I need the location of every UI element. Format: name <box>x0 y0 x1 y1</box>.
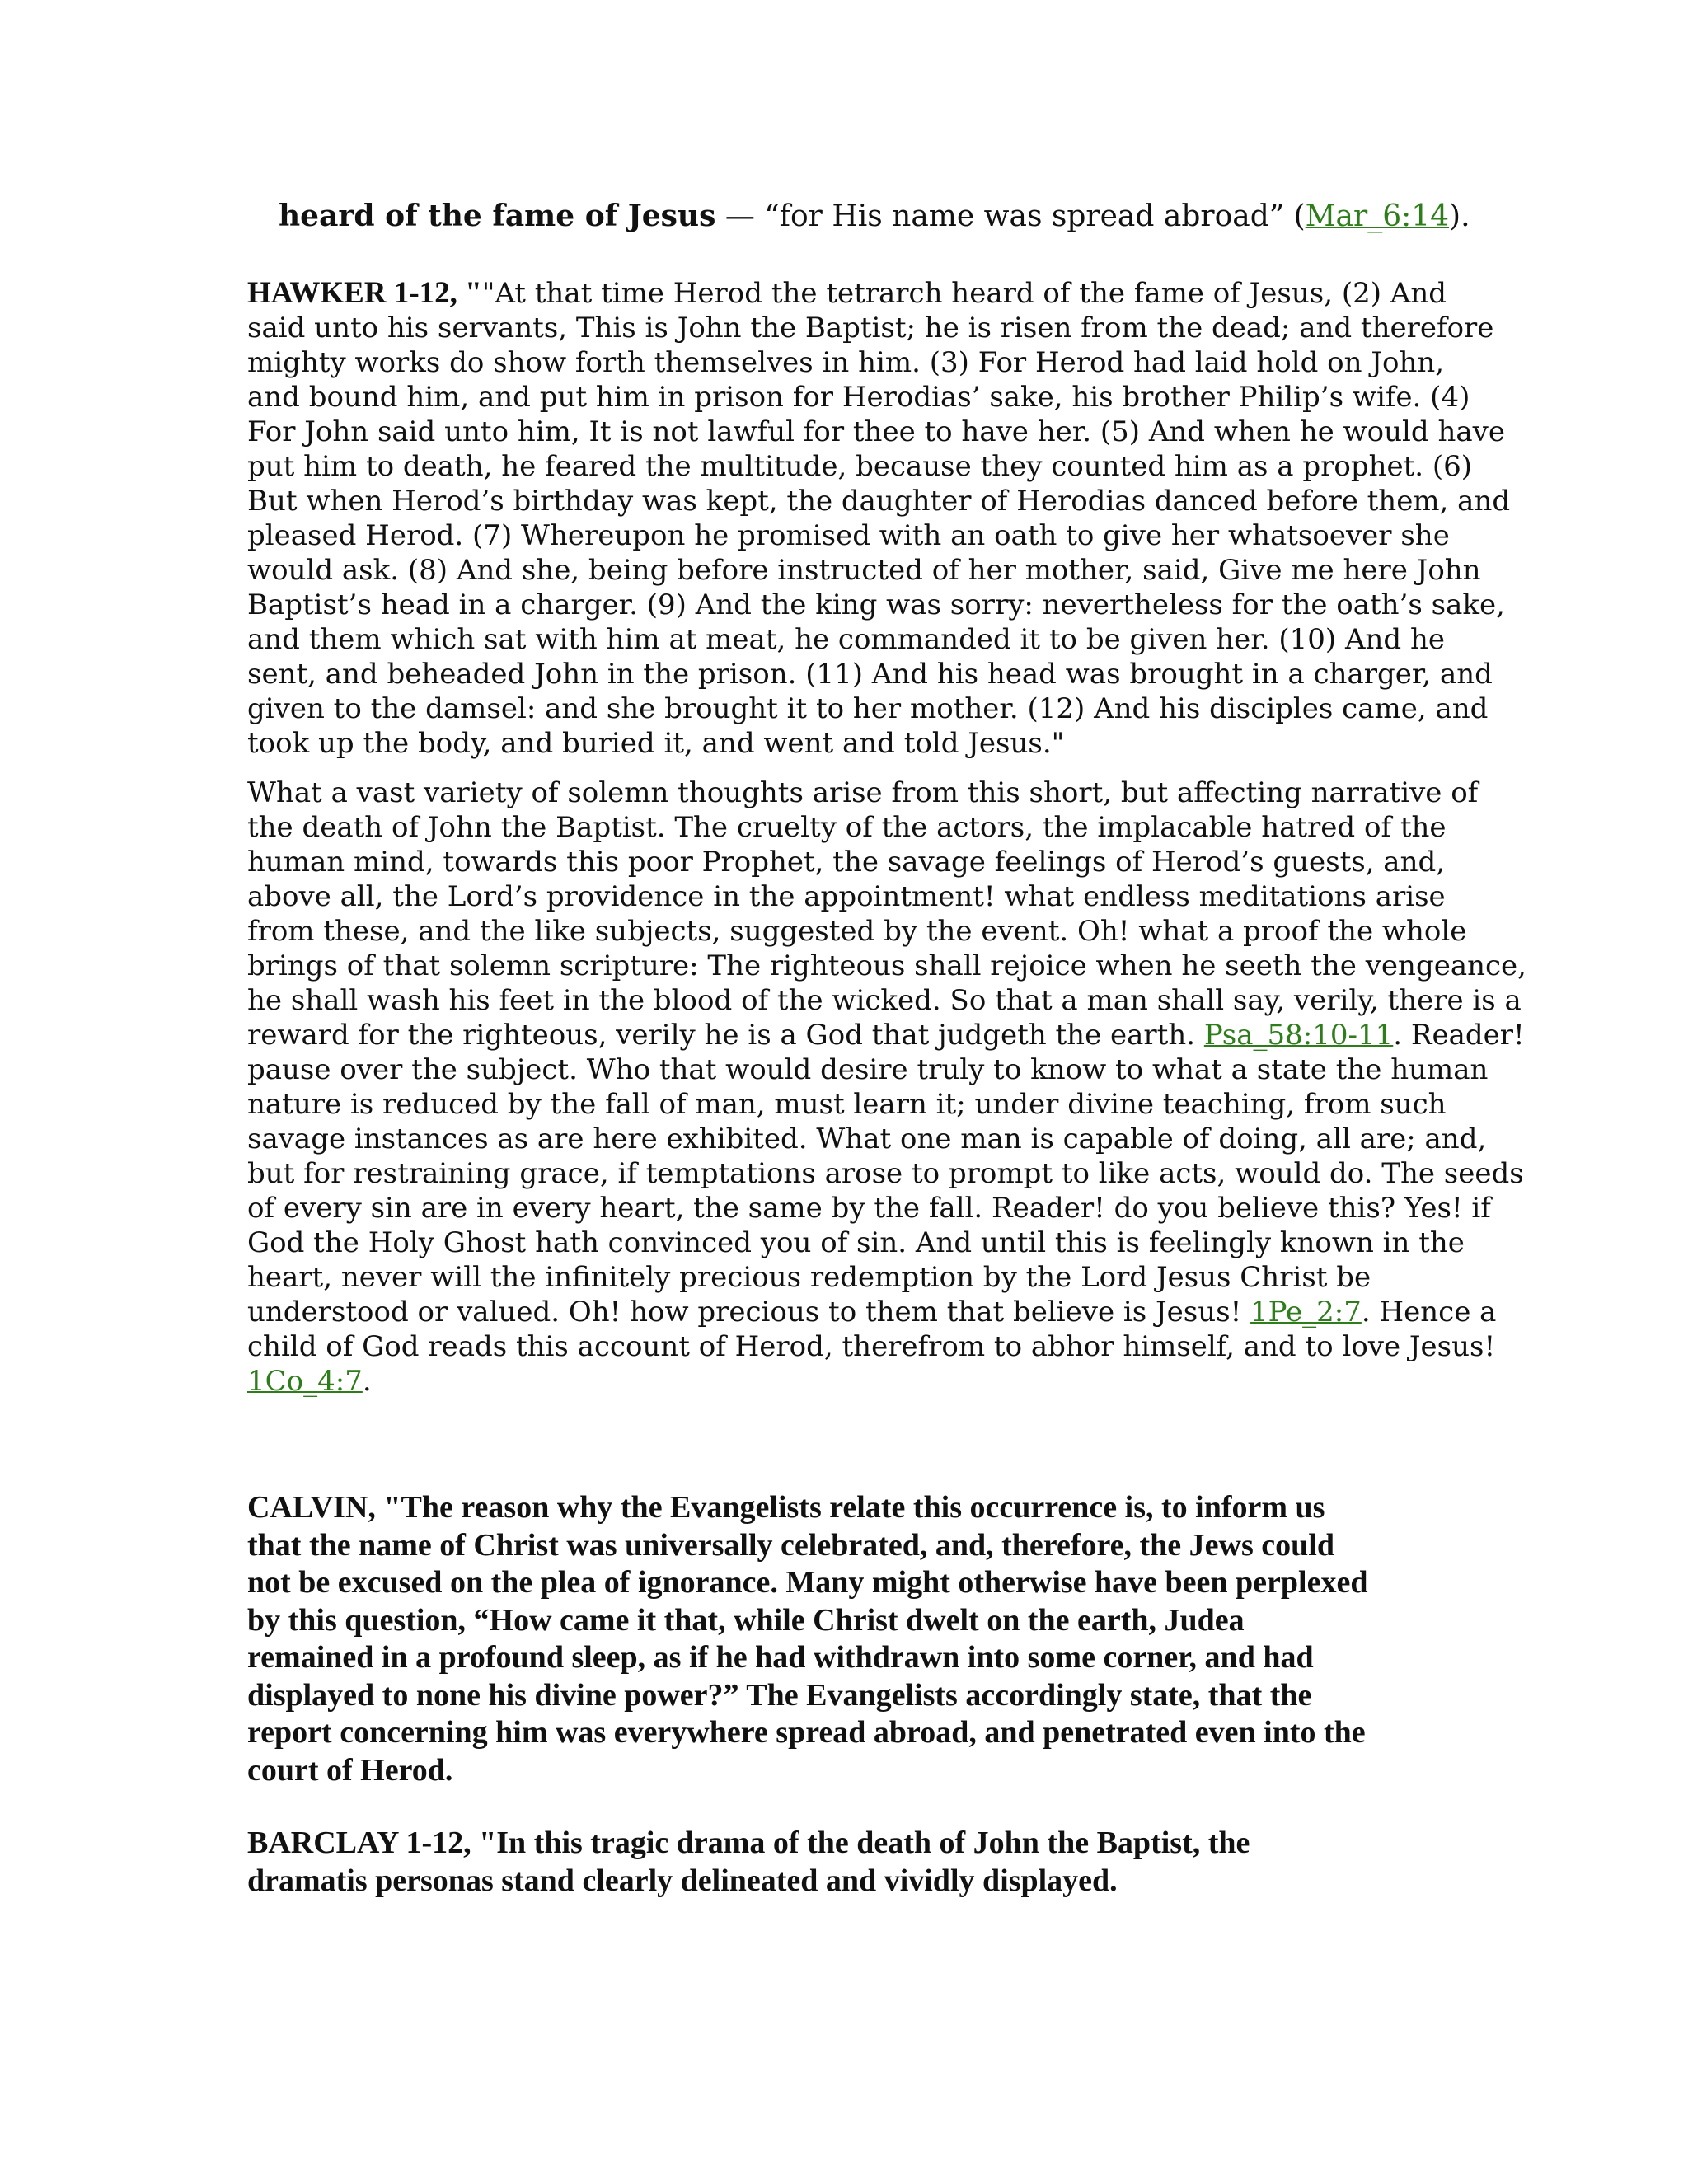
commentary-line: of every sin are in every heart, the same by the fall. Reader! do you believe this? Yes! if <box>247 1192 1491 1225</box>
hawker-line: given to the damsel: and she brought it to her mother. (12) And his disciples came, and <box>247 692 1489 725</box>
commentary-line: from these, and the like subjects, suggested by the event. Oh! what a proof the whole <box>247 915 1467 948</box>
commentary-paragraph <box>247 776 1526 1399</box>
hawker-line: "At that time Herod the tetrarch heard of the fame of Jesus, (2) And <box>481 277 1447 310</box>
calvin-line: that the name of Christ was universally celebrated, and, therefore, the Jews could <box>247 1527 1334 1563</box>
hawker-line: put him to death, he feared the multitude, because they counted him as a prophet. (6) <box>247 450 1473 483</box>
commentary-line: nature is reduced by the fall of man, must learn it; under divine teaching, from such <box>247 1088 1447 1121</box>
calvin-line: report concerning him was everywhere spread abroad, and penetrated even into the <box>247 1715 1366 1750</box>
commentary-line: the death of John the Baptist. The cruelty of the actors, the implacable hatred of the <box>247 811 1447 844</box>
calvin-line: court of Herod. <box>247 1752 453 1788</box>
commentary-line: pause over the subject. Who that would desire truly to know to what a state the human <box>247 1053 1489 1086</box>
commentary-text: . Reader! <box>1393 1019 1525 1052</box>
commentary-line: heart, never will the infinitely precious redemption by the Lord Jesus Christ be <box>247 1261 1372 1294</box>
calvin-line: CALVIN, "The reason why the Evangelists relate this occurrence is, to inform us <box>247 1490 1325 1525</box>
hawker-line: took up the body, and buried it, and went and told Jesus." <box>247 727 1065 760</box>
header-quote: “for His name was spread abroad” <box>764 199 1285 233</box>
calvin-line: displayed to none his divine power?” The Evangelists accordingly state, that the <box>247 1677 1312 1713</box>
commentary-text: . <box>362 1365 372 1398</box>
barclay-line: BARCLAY 1-12, "In this tragic drama of the death of John the Baptist, the <box>247 1825 1250 1860</box>
scripture-link-mar-6-14[interactable]: Mar_6:14 <box>1305 199 1450 233</box>
calvin-line: not be excused on the plea of ignorance. Many might otherwise have been perplexed <box>247 1565 1368 1600</box>
scripture-link-1co-4-7[interactable]: 1Co_4:7 <box>247 1365 363 1398</box>
commentary-line: What a vast variety of solemn thoughts arise from this short, but affecting narrative of <box>247 776 1479 809</box>
header-dash: — <box>715 199 765 233</box>
hawker-label: HAWKER 1-12, " <box>247 276 482 310</box>
header-bold-phrase: heard of the fame of Jesus <box>279 199 716 233</box>
commentary-line: human mind, towards this poor Prophet, the savage feelings of Herod’s guests, and, <box>247 846 1446 879</box>
commentary-line: reward for the righteous, verily he is a God that judgeth the earth. <box>247 1019 1204 1052</box>
commentary-line: above all, the Lord’s providence in the appointment! what endless meditations arise <box>247 880 1446 913</box>
hawker-line: But when Herod’s birthday was kept, the daughter of Herodias danced before them, and <box>247 485 1511 518</box>
hawker-line: For John said unto him, It is not lawful for thee to have her. (5) And when he would have <box>247 415 1505 448</box>
commentary-line: but for restraining grace, if temptations arose to prompt to like acts, would do. The seeds <box>247 1157 1524 1190</box>
hawker-line: and bound him, and put him in prison for Herodias’ sake, his brother Philip’s wife. (4) <box>247 381 1470 414</box>
commentary-text: . Hence a <box>1361 1296 1497 1329</box>
hawker-line: would ask. (8) And she, being before instructed of her mother, said, Give me here John <box>247 554 1481 587</box>
commentary-line: savage instances as are here exhibited. What one man is capable of doing, all are; and, <box>247 1122 1487 1155</box>
header-paren-close: ). <box>1449 199 1470 233</box>
hawker-line: said unto his servants, This is John the Baptist; he is risen from the dead; and therefore <box>247 312 1494 344</box>
commentary-line: understood or valued. Oh! how precious to them that believe is Jesus! <box>247 1296 1251 1329</box>
calvin-line: by this question, “How came it that, while Christ dwelt on the earth, Judea <box>247 1602 1245 1638</box>
commentary-line: child of God reads this account of Herod, therefrom to abhor himself, and to love Jesus! <box>247 1330 1496 1363</box>
hawker-line: Baptist’s head in a charger. (9) And the king was sorry: nevertheless for the oath’s sake, <box>247 588 1505 621</box>
hawker-paragraph <box>247 276 1511 761</box>
scripture-link-psa-58-10-11[interactable]: Psa_58:10-11 <box>1203 1019 1394 1052</box>
barclay-line: dramatis personas stand clearly delineated and vividly displayed. <box>247 1863 1118 1898</box>
document-page <box>247 191 1526 1900</box>
hawker-line: and them which sat with him at meat, he commanded it to be given her. (10) And he <box>247 623 1445 656</box>
commentary-line: he shall wash his feet in the blood of the wicked. So that a man shall say, verily, there is a <box>247 984 1522 1017</box>
header-paren-open: ( <box>1284 199 1306 233</box>
hawker-line: mighty works do show forth themselves in him. (3) For Herod had laid hold on John, <box>247 346 1445 379</box>
barclay-paragraph <box>247 1825 1451 1900</box>
hawker-line: pleased Herod. (7) Whereupon he promised with an oath to give her whatsoever she <box>247 519 1450 552</box>
calvin-line: remained in a profound sleep, as if he had withdrawn into some corner, and had <box>247 1640 1314 1675</box>
calvin-paragraph <box>247 1489 1451 1789</box>
commentary-line: brings of that solemn scripture: The righteous shall rejoice when he seeth the vengeance, <box>247 949 1526 982</box>
header-line <box>279 191 1470 241</box>
commentary-line: God the Holy Ghost hath convinced you of sin. And until this is feelingly known in the <box>247 1226 1465 1259</box>
hawker-line: sent, and beheaded John in the prison. (11) And his head was brought in a charger, and <box>247 658 1493 691</box>
scripture-link-1pe-2-7[interactable]: 1Pe_2:7 <box>1250 1296 1362 1329</box>
